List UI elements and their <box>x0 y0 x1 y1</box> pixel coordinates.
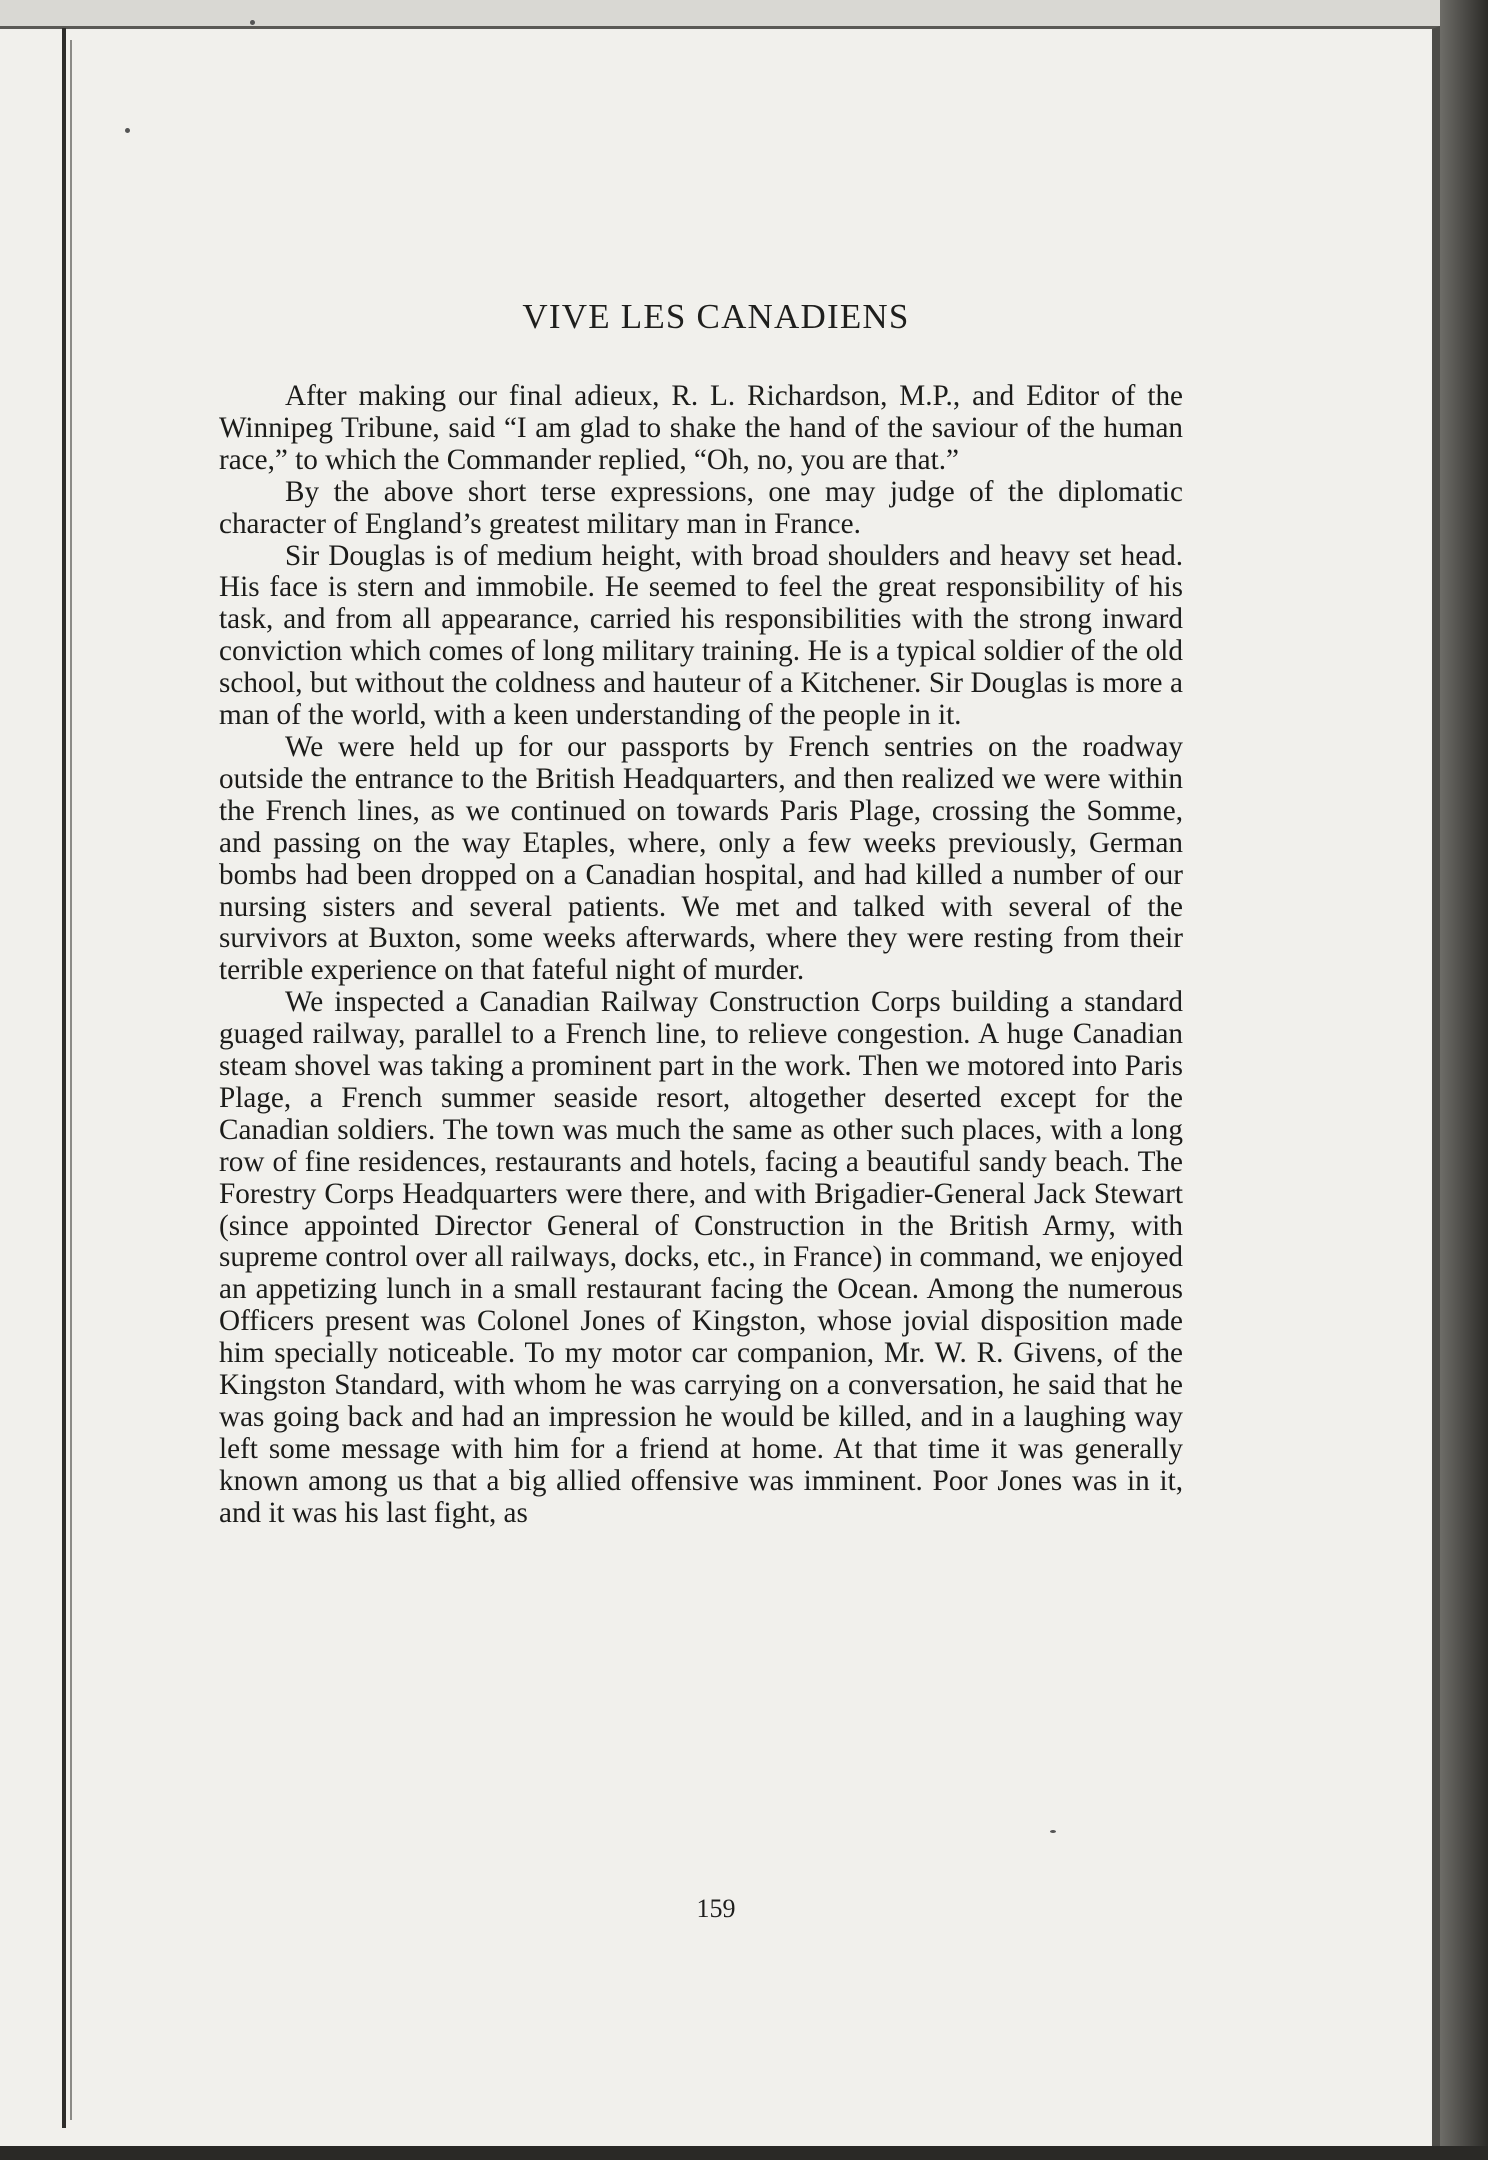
dust-speck <box>250 20 255 25</box>
paragraph: Sir Douglas is of medium height, with broad shoulders and heavy set head. His face is stern and immobile. He seemed to feel the great responsibility of his task, and from all appearance, carried his responsibilities with the strong inward conviction which comes of long military training. He is a typical soldier of the old school, but without the coldness and hauteur of a Kitchener. Sir Douglas is more a man of the world, with a keen understanding of the people in it. <box>219 539 1183 732</box>
binding-gutter-shadow <box>70 40 72 2120</box>
top-edge <box>0 0 1488 26</box>
chapter-title: VIVE LES CANADIENS <box>522 297 910 336</box>
book-page <box>0 26 1440 2151</box>
paragraph: We inspected a Canadian Railway Construction Corps building a standard guaged railway, parallel to a French line, to relieve congestion. A huge Canadian steam shovel was taking a prominent part in the work. Then we motored into Paris Plage, a French summer seaside resort, altogether deserted except for the Canadian soldiers. The town was much the same as other such places, with a long row of fine residences, restaurants and hotels, facing a beautiful sandy beach. The Forestry Corps Headquarters were there, and with Brigadier-General Jack Stewart (since appointed Director General of Construction in the British Army, with supreme control over all railways, docks, etc., in France) in command, we enjoyed an appetizing lunch in a small restaurant facing the Ocean. Among the numerous Officers present was Colonel Jones of Kingston, whose jovial disposition made him specially noticeable. To my motor car companion, Mr. W. R. Givens, of the Kingston Standard, with whom he was carrying on a conversation, he said that he was going back and had an impression he would be killed, and in a laughing way left some message with him for a friend at home. At that time it was generally known among us that a big allied offensive was imminent. Poor Jones was in it, and it was his last fight, as <box>219 986 1183 1529</box>
dust-speck <box>125 128 130 133</box>
paragraph: We were held up for our passports by French sentries on the roadway outside the entrance to the British Headquarters, and then realized we were within the French lines, as we continued on towards Paris Plage, crossing the Somme, and passing on the way Etaples, where, only a few weeks previously, German bombs had been dropped on a Canadian hospital, and had killed a number of our nursing sisters and several patients. We met and talked with several of the survivors at Buxton, some weeks afterwards, where they were resting from their terrible experience on that fateful night of murder. <box>219 730 1183 987</box>
body-text <box>219 381 1183 1530</box>
paragraph: By the above short terse expressions, one may judge of the diplomatic character of England’s greatest military man in France. <box>219 475 1183 540</box>
dust-speck <box>1050 1830 1056 1833</box>
bottom-edge-shadow <box>0 2146 1488 2160</box>
page-edge-shadow <box>1440 0 1488 2160</box>
page-number: 159 <box>696 1894 736 1923</box>
paragraph: After making our final adieux, R. L. Richardson, M.P., and Editor of the Winnipeg Tribune, said “I am glad to shake the hand of the saviour of the human race,” to which the Commander replied, “Oh, no, you are that.” <box>219 380 1183 476</box>
binding-gutter-line <box>62 28 66 2128</box>
